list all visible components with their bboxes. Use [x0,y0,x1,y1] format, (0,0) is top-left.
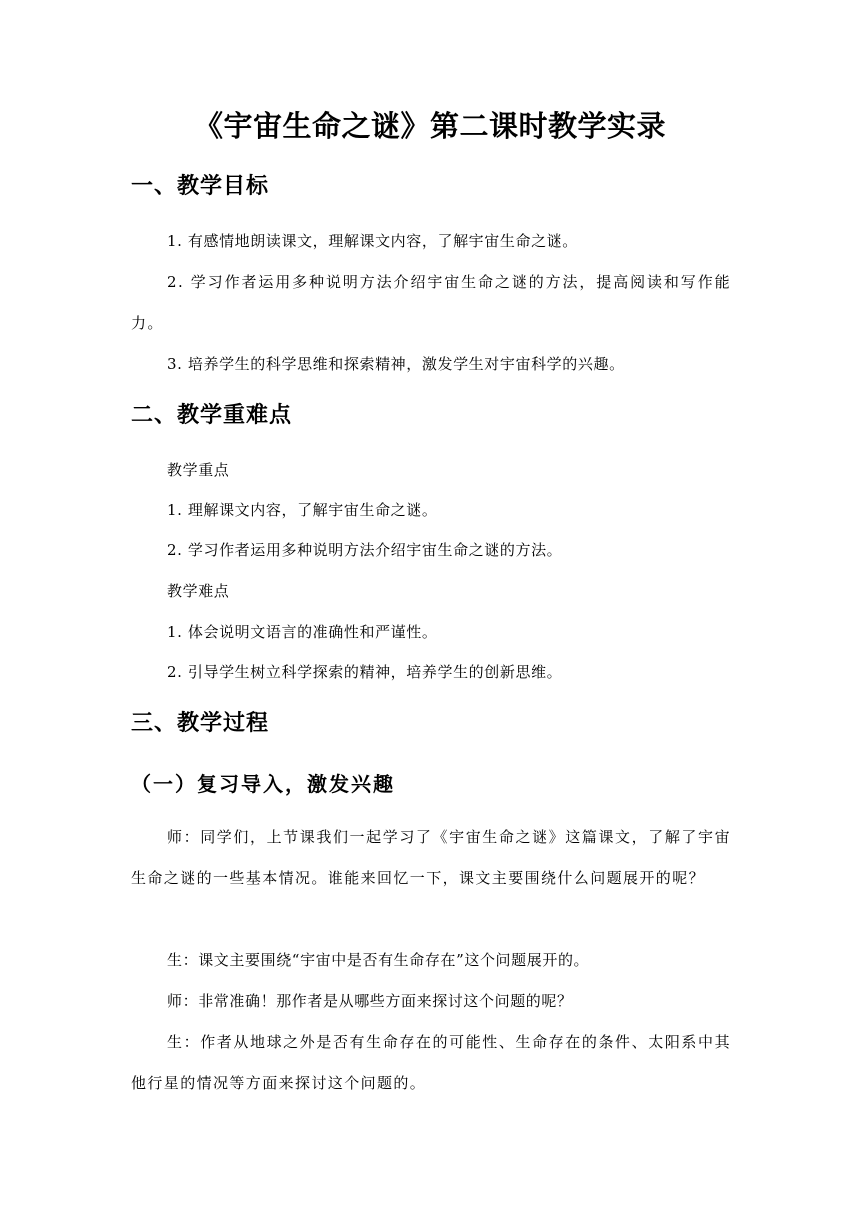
dialogue-paragraph: 生：作者从地球之外是否有生命存在的可能性、生命存在的条件、太阳系中其他行星的情况等方面来探讨这个问题的。 [131,1033,731,1092]
document-title: 《宇宙生命之谜》第二课时教学实录 [193,109,666,143]
key-point-item: 1. 理解课文内容，了解宇宙生命之谜。 [167,501,438,519]
subsection-heading-review: （一）复习导入，激发兴趣 [131,772,395,796]
dialogue-paragraph: 生：课文主要围绕“宇宙中是否有生命存在”这个问题展开的。 [167,951,590,969]
objective-item: 2. 学习作者运用多种说明方法介绍宇宙生命之谜的方法，提高阅读和写作能力。 [131,273,731,332]
section-heading-key-points: 二、教学重难点 [131,403,293,428]
section-heading-process: 三、教学过程 [131,711,270,736]
difficult-points-label: 教学难点 [167,582,230,600]
objective-item: 3. 培养学生的科学思维和探索精神，激发学生对宇宙科学的兴趣。 [167,355,625,373]
dialogue-paragraph: 师：非常准确！那作者是从哪些方面来探讨这个问题的呢？ [167,992,573,1010]
difficult-point-item: 2. 引导学生树立科学探索的精神，培养学生的创新思维。 [167,663,563,681]
section-heading-objectives: 一、教学目标 [131,174,270,199]
objective-item: 1. 有感情地朗读课文，理解课文内容，了解宇宙生命之谜。 [167,232,578,250]
difficult-point-item: 1. 体会说明文语言的准确性和严谨性。 [167,623,438,641]
key-point-item: 2. 学习作者运用多种说明方法介绍宇宙生命之谜的方法。 [167,541,563,559]
dialogue-paragraph: 师：同学们，上节课我们一起学习了《宇宙生命之谜》这篇课文，了解了宇宙生命之谜的一些基本情况。谁能来回忆一下，课文主要围绕什么问题展开的呢？ [131,828,731,887]
key-points-label: 教学重点 [167,461,230,479]
